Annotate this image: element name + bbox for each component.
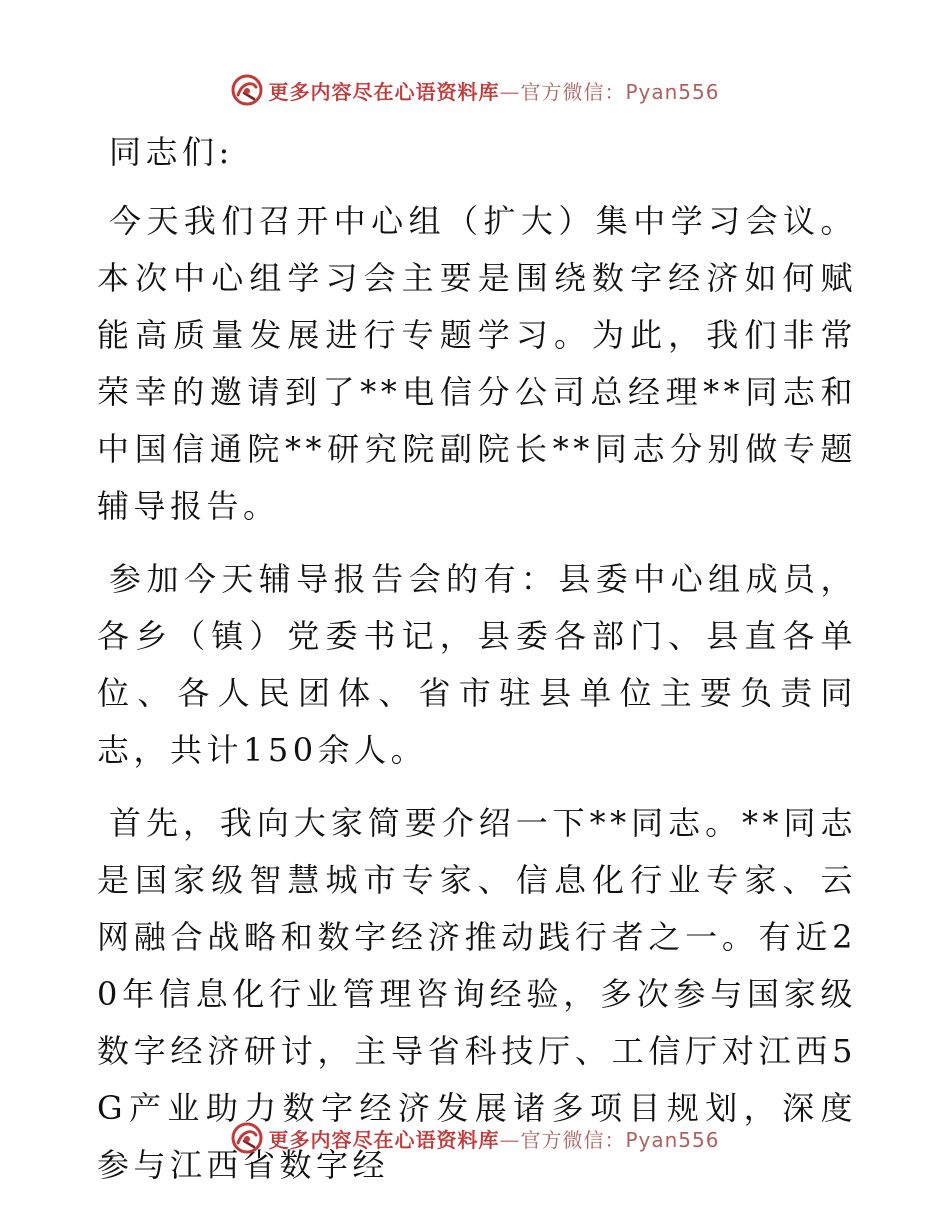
watermark-dash: — [499, 1127, 521, 1152]
header-watermark [0, 70, 950, 110]
watermark-dash: — [499, 79, 521, 104]
watermark-text [268, 1124, 719, 1153]
watermark-brand: 更多内容尽在心语资料库 [268, 79, 500, 104]
document-body [97, 124, 857, 1210]
watermark-contact: 官方微信：Pyan556 [520, 79, 720, 104]
paragraph-attendees: 参加今天辅导报告会的有：县委中心组成员，各乡（镇）党委书记，县委各部门、县直各单位、各人民团体、省市驻县单位主要负责同志，共计150余人。 [97, 560, 857, 769]
swirl-logo-icon [230, 73, 264, 107]
paragraph-introduction: 首先，我向大家简要介绍一下**同志。**同志是国家级智慧城市专家、信息化行业专家、云网融合战略和数字经济推动践行者之一。有近20年信息化行业管理咨询经验，多次参与国家级数字经济研讨，主导省科技厅、工信厅对江西5G产业助力数字经济发展诸多项目规划，深度参与江西省数字经 [97, 804, 857, 1184]
watermark-brand: 更多内容尽在心语资料库 [268, 1127, 500, 1152]
footer-watermark [0, 1118, 950, 1158]
watermark-contact: 官方微信：Pyan556 [520, 1127, 720, 1152]
paragraph-opening: 今天我们召开中心组（扩大）集中学习会议。本次中心组学习会主要是围绕数字经济如何赋能高质量发展进行专题学习。为此，我们非常荣幸的邀请到了**电信分公司总经理**同志和中国信通院**研究院副院长**同志分别做专题辅导报告。 [97, 202, 857, 525]
watermark-text [268, 76, 719, 105]
salutation: 同志们: [109, 133, 234, 171]
swirl-logo-icon [230, 1121, 264, 1155]
